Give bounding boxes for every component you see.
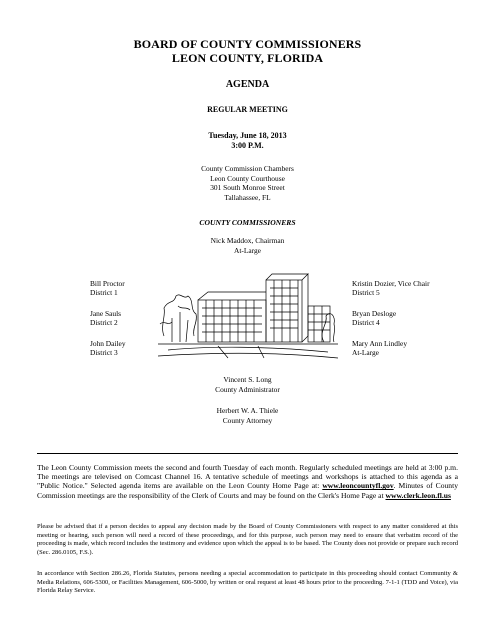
clerk-website-link[interactable]: www.clerk.leon.fl.us	[385, 490, 451, 500]
attorney-block	[0, 406, 495, 425]
divider-line	[37, 453, 458, 454]
location-line: Leon County Courthouse	[210, 173, 285, 183]
commissioner-name: Bill Proctor	[90, 279, 125, 288]
commissioner-district: District 5	[352, 288, 380, 298]
administrator-block	[0, 375, 495, 394]
notice-text: . Minutes of County Commission meetings are the responsibility of the Clerk of Courts and may be found on the Clerk's Home Page at	[37, 481, 458, 500]
commissioner-district: District 1	[90, 288, 118, 298]
meeting-date: Tuesday, June 18, 2013	[208, 131, 287, 140]
attorney-title: County Attorney	[222, 415, 273, 425]
commissioner-left-3	[90, 339, 126, 358]
attorney-name: Herbert W. A. Thiele	[216, 406, 279, 415]
notice-text: The Leon County Commission meets the second and fourth Tuesday of each month. Regularly scheduled meetings are held at 3:00 p.m. The meetings are televised on Comcast Channel 16. A tentative schedule of meetings and workshops is attached to this agenda as a "Public Notice." Selected agenda items are available on the Leon County Home Page at:	[37, 463, 458, 491]
commissioner-right-2	[352, 309, 396, 328]
chairman-district: At-Large	[234, 245, 261, 255]
commissioner-district: District 4	[352, 318, 380, 328]
location-block	[0, 164, 495, 202]
administrator-title: County Administrator	[215, 384, 280, 394]
commissioner-left-1	[90, 279, 125, 298]
courthouse-illustration	[158, 266, 338, 360]
chairman-block	[0, 236, 495, 255]
commissioner-right-1	[352, 279, 430, 298]
meeting-time: 3:00 P.M.	[231, 141, 264, 150]
agenda-title: AGENDA	[225, 79, 270, 90]
location-line: 301 South Monroe Street	[210, 183, 285, 193]
accommodation-notice: In accordance with Section 286.26, Florida Statutes, persons needing a special accommodation to participate in this proceeding should contact Community & Media Relations, 606-5300, or Facilities Management, 606-5000, by written or oral request at least 48 hours prior to the proceeding. 7-1-1 (TDD and Voice), via Florida Relay Service.	[37, 570, 458, 595]
administrator-name: Vincent S. Long	[223, 375, 272, 384]
commissioner-left-2	[90, 309, 121, 328]
commissioner-name: Bryan Desloge	[352, 309, 397, 318]
location-line: Tallahassee, FL	[224, 192, 271, 202]
board-title: BOARD OF COUNTY COMMISSIONERS	[133, 37, 362, 51]
chairman-name: Nick Maddox, Chairman	[210, 236, 285, 245]
commissioner-name: Mary Ann Lindley	[352, 339, 408, 348]
location-line: County Commission Chambers	[201, 164, 294, 173]
meeting-type: REGULAR MEETING	[207, 105, 288, 114]
commissioner-name: John Dailey	[90, 339, 126, 348]
appeal-notice: Please be advised that if a person decides to appeal any decision made by the Board of County Commissioners with respect to any matter considered at this meeting or hearing, such person will need a record of these proceedings, and for this purpose, such person may need to ensure that verbatim record of the proceeding is made, which record includes the testimony and evidence upon which the appeal is to be based. The County does not provide or prepare such record (Sec. 286.0105, F.S.).	[37, 523, 458, 556]
county-title: LEON COUNTY, FLORIDA	[171, 51, 324, 65]
commissioners-heading: COUNTY COMMISSIONERS	[199, 218, 296, 227]
meeting-notice	[37, 463, 458, 500]
commissioner-name: Kristin Dozier, Vice Chair	[352, 279, 430, 288]
county-website-link[interactable]: www.leoncountyfl.gov	[322, 481, 394, 491]
commissioner-right-3	[352, 339, 407, 358]
commissioner-district: District 2	[90, 318, 118, 328]
commissioner-district: District 3	[90, 348, 118, 358]
commissioner-name: Jane Sauls	[90, 309, 121, 318]
commissioner-district: At-Large	[352, 348, 379, 358]
